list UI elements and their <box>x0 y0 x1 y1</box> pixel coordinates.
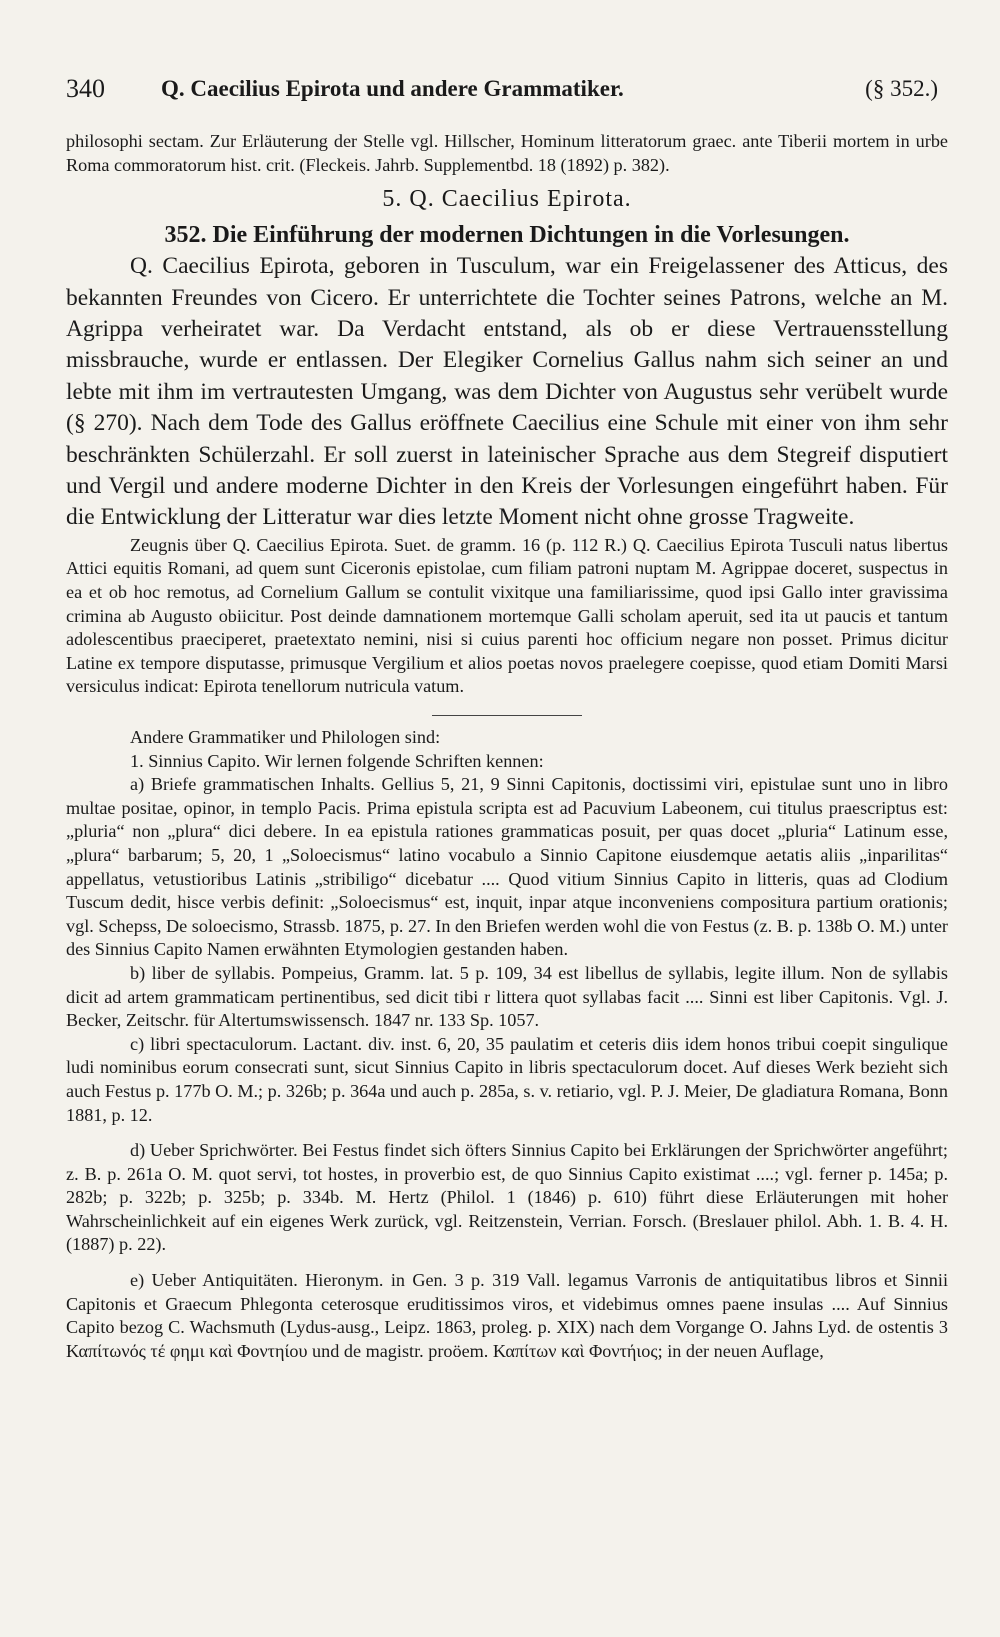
section-divider <box>432 715 582 716</box>
note-item-b: b) liber de syllabis. Pompeius, Gramm. lat. 5 p. 109, 34 est libellus de syllabis, legite illum. Non de syllabis dicit ad artem grammaticam pertinentibus, sed dicit tibi r littera quot syllabas facit .... Sinni est liber Capitonis. Vgl. J. Becker, Zeitschr. für Altertumswissensch. 1847 nr. 133 Sp. 1057. <box>66 962 948 1031</box>
notes-intro: Andere Grammatiker und Philologen sind: <box>130 727 441 747</box>
testimony-paragraph: Zeugnis über Q. Caecilius Epirota. Suet. de gramm. 16 (p. 112 R.) Q. Caecilius Epirota Tusculi natus libertus Attici equitis Romani, ad quem sunt Ciceronis epistolae, cum filiam patroni nuptam M. Agrippae doceret, suspectus in ea et ob hoc remotus, ad Cornelium Gallum se contulit vixitque una familiarissime, quod ipsi Gallo inter gravissima crimina ab Augusto obiicitur. Post deinde damnationem mortemque Galli scholam aperuit, sed ita ut paucis et tantum adolescentibus praeciperet, praetextato nemini, nisi si cuius parenti hoc officium negare non posset. Primus dicitur Latine ex tempore disputasse, primusque Vergilium et alios poetas novos praelegere coepisse, quod etiam Domiti Marsi versiculus indicat: Epirota tenellorum nutricula vatum. <box>66 534 948 697</box>
main-paragraph: Q. Caecilius Epirota, geboren in Tusculum, war ein Freigelassener des Atticus, des bekannten Freundes von Cicero. Er unterrichtete die Tochter seines Patrons, welche an M. Agrippa verheiratet war. Da Verdacht entstand, als ob er diese Vertrauensstellung missbrauche, wurde er entlassen. Der Elegiker Cornelius Gallus nahm sich seiner an und lebte mit ihm im vertrautesten Umgang, was dem Dichter von Augustus sehr verübelt wurde (§ 270). Nach dem Tode des Gallus eröffnete Caecilius eine Schule mit einer von ihm sehr beschränkten Schülerzahl. Er soll zuerst in lateinischer Sprache aus dem Stegreif disputiert und Vergil und andere moderne Dichter in den Kreis der Vorlesungen eingeführt haben. Für die Entwicklung der Litteratur war dies letzte Moment nicht ohne grosse Tragweite. <box>66 253 948 531</box>
note-item-d: d) Ueber Sprichwörter. Bei Festus findet sich öfters Sinnius Capito bei Erklärungen der Sprichwörter angeführt; z. B. p. 261a O. M. quot servi, tot hostes, in proverbio est, de quo Sinnius Capito existimat ....; vgl. ferner p. 145a; p. 282b; p. 322b; p. 325b; p. 334b. M. Hertz (Philol. 1 (1846) p. 610) führt diese Erläuterungen mit hoher Wahrscheinlichkeit auf ein eigenes Werk zurück, vgl. Reitzenstein, Verrian. Forsch. (Breslauer philol. Abh. 1. B. 4. H. (1887) p. 22). <box>66 1140 948 1255</box>
intro-footnote: philosophi sectam. Zur Erläuterung der Stelle vgl. Hillscher, Hominum litteratorum graec. ante Tiberii mortem in urbe Roma commoratorum hist. crit. (Fleckeis. Jahrb. Supplementbd. 18 (1892) p. 382). <box>66 131 948 175</box>
note-item-a: a) Briefe grammatischen Inhalts. Gellius 5, 21, 9 Sinni Capitonis, doctissimi viri, epistulae sunt uno in libro multae positae, opinor, in templo Pacis. Prima epistula scripta est ad Pacuvium Labeonem, cui titulus praescriptus est: „pluria“ non „plura“ dici debere. In ea epistula rationes grammaticas posuit, per quas docet „pluria“ Latinum esse, „plura“ barbarum; 5, 20, 1 „Soloecismus“ latino vocabulo a Sinnio Capitone eiusdemque aetatis aliis „inparilitas“ appellatus, vetustioribus Latinis „stribiligo“ dicebatur .... Quod vitium Sinnius Capito in litteris, quas ad Clodium Tuscum dedit, hisce verbis definit: „Soloecismus“ est, inquit, inpar atque inconveniens compositura partium orationis; vgl. Schepss, De soloecismo, Strassb. 1875, p. 27. In den Briefen werden wohl die von Festus (z. B. p. 138b O. M.) unter des Sinnius Capito Namen erwähnten Etymologien gestanden haben. <box>66 774 948 960</box>
page-body <box>66 130 948 1363</box>
chapter-heading: 5. Q. Caecilius Epirota. <box>382 186 632 213</box>
section-reference: (§ 352.) <box>865 76 938 101</box>
note-sinnius-capito: 1. Sinnius Capito. Wir lernen folgende Schriften kennen: <box>130 750 544 771</box>
page-number: 340 <box>66 74 105 103</box>
running-title: Q. Caecilius Epirota und andere Grammatiker. <box>161 76 624 101</box>
note-item-e: e) Ueber Antiquitäten. Hieronym. in Gen. 3 p. 319 Vall. legamus Varronis de antiquitatibus libros et Sinnii Capitonis et Graecum Phlegonta ceterosque eruditissimos viros, et videbimus omnes paene insulas .... Auf Sinnius Capito bezog C. Wachsmuth (Lydus-ausg., Leipz. 1863, proleg. p. XIX) nach dem Vorgange O. Jahns Lyd. de ostentis 3 Καπίτωνός τέ φημι καὶ Φοντηίου und de magistr. proöem. Καπίτων καὶ Φοντήιος; in der neuen Auflage, <box>66 1270 948 1361</box>
section-heading: 352. Die Einführung der modernen Dichtungen in die Vorlesungen. <box>164 222 850 249</box>
note-item-c: c) libri spectaculorum. Lactant. div. inst. 6, 20, 35 paulatim et ceteris diis idem honos tribui coepit singulique ludi nominibus eorum consecrati sunt, sicut Sinnius Capito in libris spectaculorum docet. Auf dieses Werk bezieht sich auch Festus p. 177b O. M.; p. 326b; p. 364a und auch p. 285a, s. v. retiario, vgl. P. J. Meier, De gladiatura Romana, Bonn 1881, p. 12. <box>66 1033 948 1125</box>
